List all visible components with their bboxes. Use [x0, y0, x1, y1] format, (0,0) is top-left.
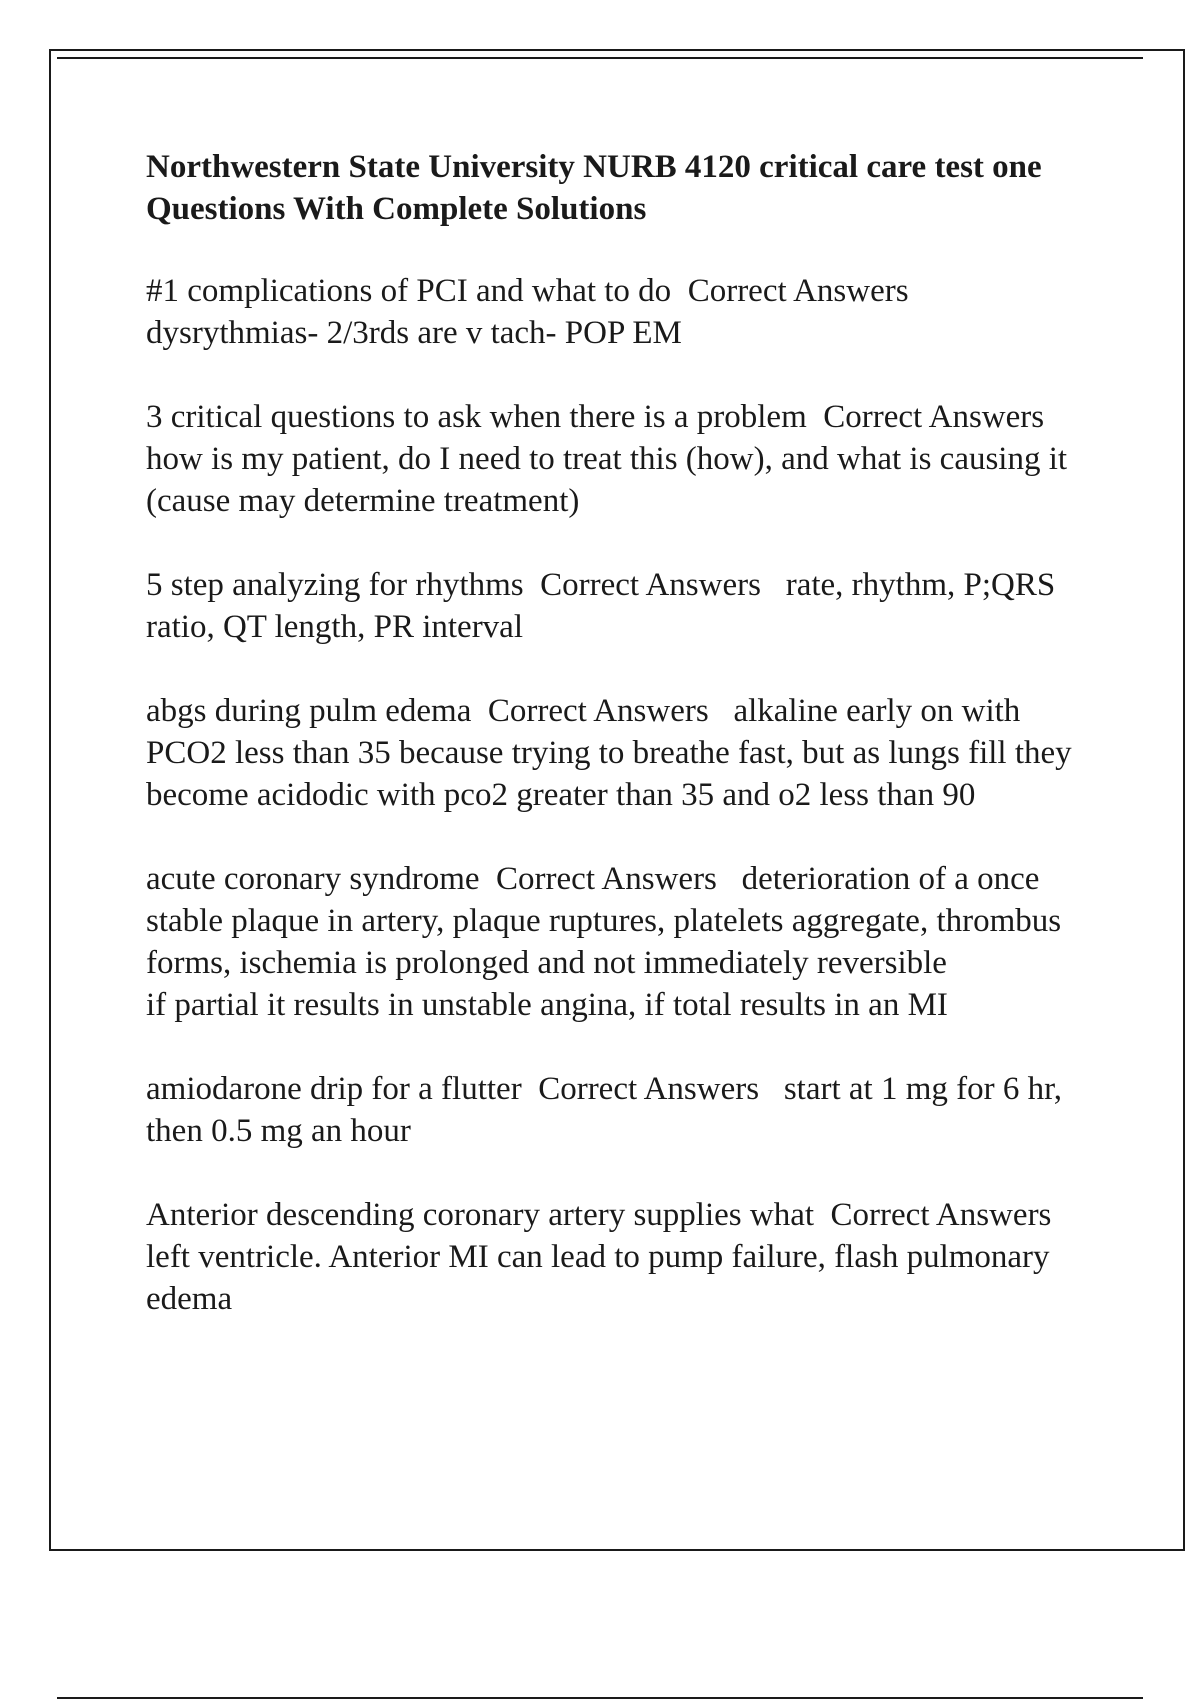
top-rule: [57, 57, 1143, 59]
qa-item-5: [146, 858, 1096, 1026]
qa-item-4: [146, 690, 1096, 816]
answer-text: left ventricle. Anterior MI can lead to pump failure, flash pulmonary edema: [146, 1239, 1058, 1317]
qa-item-7: [146, 1194, 1096, 1320]
qa-item-3: [146, 564, 1096, 648]
correct-answers-label: Correct Answers: [538, 1071, 760, 1107]
question-text: Anterior descending coronary artery supplies what: [146, 1197, 815, 1233]
answer-text: dysrythmias- 2/3rds are v tach- POP EM: [146, 315, 682, 351]
correct-answers-label: Correct Answers: [823, 399, 1045, 435]
answer-text: start at 1 mg for 6 hr, then 0.5 mg an hour: [146, 1071, 1071, 1149]
qa-item-1: [146, 270, 1096, 354]
question-text: #1 complications of PCI and what to do: [146, 273, 672, 309]
question-text: 3 critical questions to ask when there is a problem: [146, 399, 807, 435]
document-body: [146, 146, 1096, 1362]
answer-text: alkaline early on with PCO2 less than 35 because trying to breathe fast, but as lungs fill they become acidodic with pco2 greater than 35 and o2 less than 90: [146, 693, 1080, 813]
question-text: amiodarone drip for a flutter: [146, 1071, 522, 1107]
document-title: Northwestern State University NURB 4120 critical care test one Questions With Complete Solutions: [146, 149, 1042, 227]
correct-answers-label: Correct Answers: [830, 1197, 1052, 1233]
qa-item-2: [146, 396, 1096, 522]
answer-text: rate, rhythm, P;QRS ratio, QT length, PR interval: [146, 567, 1064, 645]
correct-answers-label: Correct Answers: [487, 693, 709, 729]
correct-answers-label: Correct Answers: [687, 273, 909, 309]
answer-text: deterioration of a once stable plaque in artery, plaque ruptures, platelets aggregate, thrombus forms, ischemia is prolonged and not immediately reversible if partial it results in unstable angina, if total results in an MI: [146, 861, 1062, 1023]
correct-answers-label: Correct Answers: [496, 861, 717, 897]
question-text: 5 step analyzing for rhythms: [146, 567, 524, 603]
bottom-rule: [57, 1697, 1143, 1699]
correct-answers-label: Correct Answers: [540, 567, 761, 603]
question-text: acute coronary syndrome: [146, 861, 480, 897]
qa-item-6: [146, 1068, 1096, 1152]
answer-text: how is my patient, do I need to treat this (how), and what is causing it (cause may determine treatment): [146, 441, 1076, 519]
question-text: abgs during pulm edema: [146, 693, 472, 729]
